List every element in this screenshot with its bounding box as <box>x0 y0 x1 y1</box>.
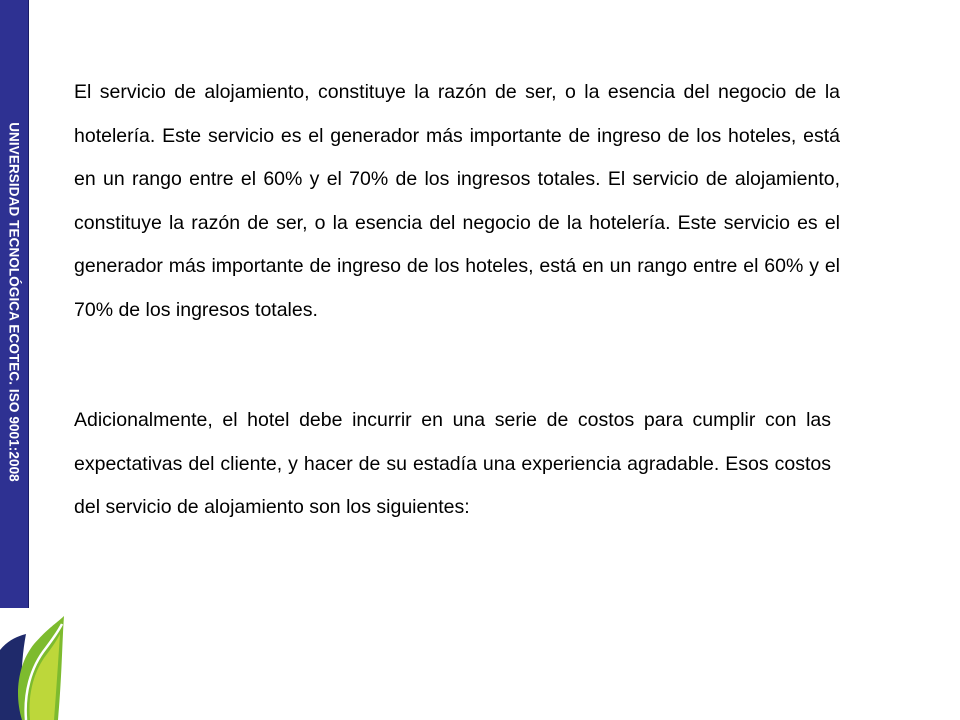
university-side-label: UNIVERSIDAD TECNOLÓGICA ECOTEC. ISO 9001:2008 <box>6 122 22 482</box>
paragraph-alojamiento: El servicio de alojamiento, constituye la razón de ser, o la esencia del negocio de la hotelería. Este servicio es el generador más importante de ingreso de los hoteles, está en un rango entre el 60% y el 70% de los ingresos totales. El servicio de alojamiento, constituye la razón de ser, o la esencia del negocio de la hotelería. Este servicio es el generador más importante de ingreso de los hoteles, está en un rango entre el 60% y el 70% de los ingresos totales. <box>74 81 840 321</box>
university-side-band <box>0 0 29 608</box>
leaf-logo-icon <box>0 614 68 720</box>
paragraph-costos: Adicionalmente, el hotel debe incurrir en una serie de costos para cumplir con las expectativas del cliente, y hacer de su estadía una experiencia agradable. Esos costos del servicio de alojamiento son los siguientes: <box>74 409 831 518</box>
